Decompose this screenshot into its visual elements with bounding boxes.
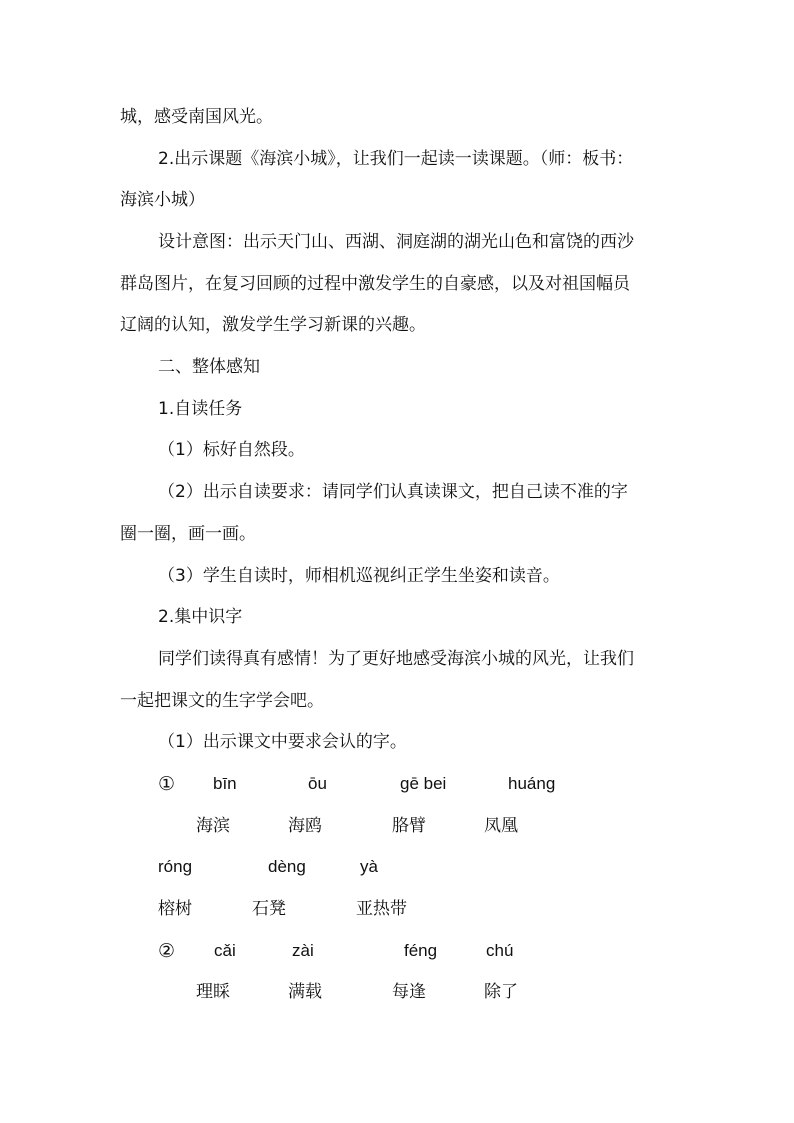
paragraph-text: （1）标好自然段。 (158, 440, 305, 460)
vocab-word: 胳臂 (392, 816, 426, 836)
pinyin-label: huáng (508, 774, 556, 793)
paragraph-text: 海滨小城） (120, 190, 205, 210)
vocab-word: 理睬 (196, 982, 230, 1002)
vocab-word: 满载 (288, 982, 322, 1002)
vocab-word: 海鸥 (288, 816, 322, 836)
list-marker-2: ② (158, 940, 176, 962)
subsection-heading: 1.自读任务 (158, 399, 243, 419)
paragraph-text: （3）学生自读时，师相机巡视纠正学生坐姿和读音。 (158, 566, 560, 586)
paragraph-text: （1）出示课文中要求会认的字。 (158, 732, 407, 752)
pinyin-label: róng (158, 857, 193, 876)
paragraph-text: （2）出示自读要求：请同学们认真读课文，把自己读不准的字 (158, 482, 628, 502)
paragraph-text: 辽阔的认知，激发学生学习新课的兴趣。 (120, 315, 426, 335)
vocab-word: 凤凰 (484, 816, 518, 836)
pinyin-label: ōu (308, 774, 327, 793)
pinyin-label: bīn (213, 774, 237, 793)
pinyin-label: yà (360, 857, 378, 876)
pinyin-label: féng (404, 941, 438, 960)
vocab-word: 石凳 (252, 899, 286, 919)
vocab-word: 榕树 (158, 899, 192, 919)
vocab-word: 每逢 (392, 982, 426, 1002)
paragraph-text: 同学们读得真有感情！为了更好地感受海滨小城的风光，让我们 (158, 649, 634, 669)
section-heading: 二、整体感知 (158, 357, 260, 377)
paragraph-text: 城，感受南国风光。 (120, 107, 273, 127)
paragraph-text: 圈一圈，画一画。 (120, 524, 256, 544)
paragraph-text: 群岛图片，在复习回顾的过程中激发学生的自豪感，以及对祖国幅员 (120, 274, 630, 294)
subsection-heading: 2.集中识字 (158, 607, 243, 627)
vocab-word: 除了 (484, 982, 518, 1002)
pinyin-label: gē bei (400, 774, 447, 793)
pinyin-label: chú (486, 941, 514, 960)
vocab-word: 亚热带 (356, 899, 407, 919)
vocab-word: 海滨 (196, 816, 230, 836)
paragraph-text: 设计意图：出示天门山、西湖、洞庭湖的湖光山色和富饶的西沙 (158, 232, 634, 252)
list-marker-1: ① (158, 773, 176, 795)
paragraph-text: 一起把课文的生字学会吧。 (120, 691, 324, 711)
pinyin-label: dèng (268, 857, 306, 876)
paragraph-text: 2.出示课题《海滨小城》，让我们一起读一读课题。（师：板书： (158, 149, 634, 169)
pinyin-label: zài (292, 941, 314, 960)
pinyin-label: cǎi (214, 941, 236, 960)
